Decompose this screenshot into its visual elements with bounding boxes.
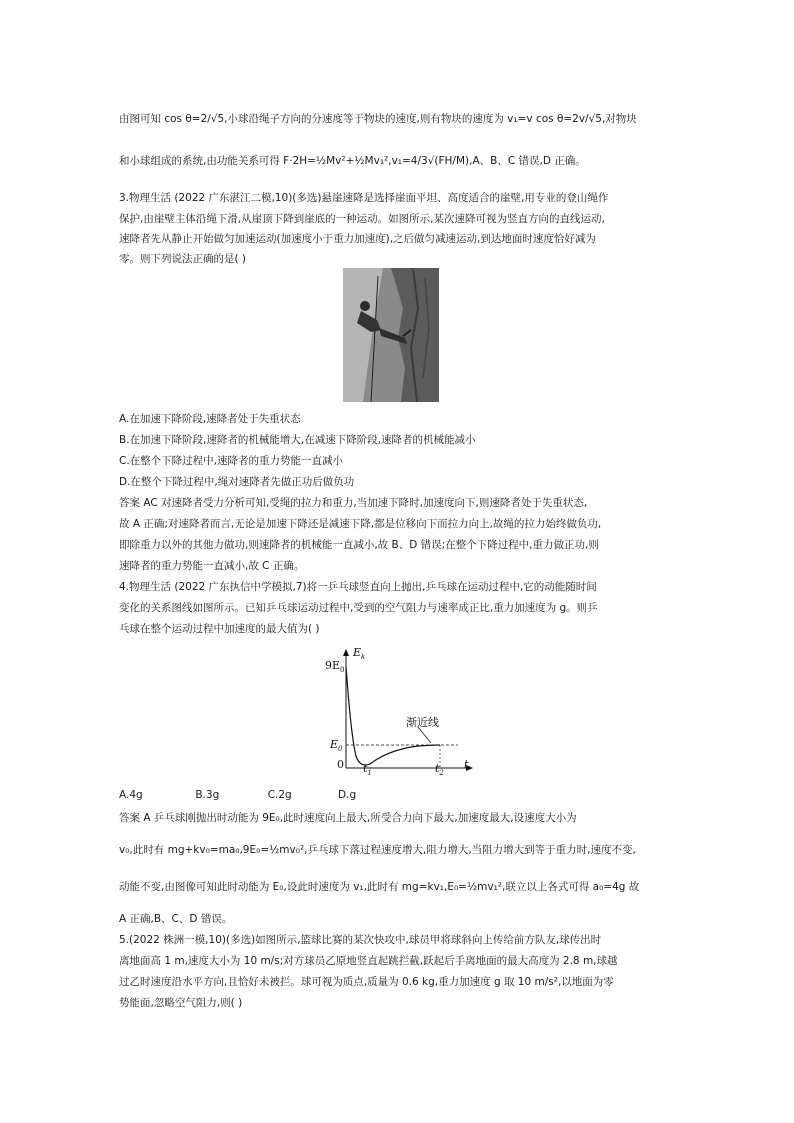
y-tick-low: $E_0$ xyxy=(330,738,343,753)
options-4 xyxy=(119,788,679,802)
problem-5-line-3: 过乙时速度沿水平方向,且恰好未被拦。球可视为质点,质量为 0.6 kg,重力加速度 g 取 10 m/s²,以地面为零 xyxy=(119,976,614,988)
option-4b: B.3g xyxy=(195,789,220,801)
answer-4-line-1: 答案 A 乒乓球刚抛出时动能为 9E₀,此时速度向上最大,所受合力向下最大,加速度最大,设速度大小为 xyxy=(119,812,577,824)
answer-4-line-2: v₀,此时有 mg+kv₀=ma₀,9E₀=½mv₀²,乒乓球下落过程速度增大,阻力增大,当阻力增大到等于重力时,速度不变, xyxy=(119,844,636,856)
answer-3-line-4: 速降者的重力势能一直减小,故 C 正确。 xyxy=(119,560,305,572)
line-1: 由图可知 cos θ=2/√5,小球沿绳子方向的分速度等于物块的速度,则有物块的速度为 v₁=v cos θ=2v/√5,对物块 xyxy=(119,113,637,125)
label-pointer xyxy=(418,727,431,743)
answer-4-line-4: A 正确,B、C、D 错误。 xyxy=(119,913,233,925)
rappelling-photo xyxy=(343,268,439,402)
option-3a: A.在加速下降阶段,速降者处于失重状态 xyxy=(119,413,301,425)
y-tick-top: $9E_0$ xyxy=(325,659,345,674)
option-3b: B.在加速下降阶段,速降者的机械能增大,在减速下降阶段,速降者的机械能减小 xyxy=(119,434,476,446)
option-3d: D.在整个下降过程中,绳对速降者先做正功后做负功 xyxy=(119,476,355,488)
answer-4-line-3: 动能不变,由图像可知此时动能为 E₀,设此时速度为 v₁,此时有 mg=kv₁,E₀=½mv₁²,联立以上各式可得 a₀=4g 故 xyxy=(119,881,640,893)
option-4a: A.4g xyxy=(119,789,143,801)
problem-5-line-2: 离地面高 1 m,速度大小为 10 m/s;对方球员乙原地竖直起跳拦截,跃起后手离地面的最大高度为 2.8 m,球越 xyxy=(119,955,618,967)
problem-4-line-3: 乓球在整个运动过程中加速度的最大值为( ) xyxy=(119,623,320,635)
t1-label: $t_1$ xyxy=(363,762,372,777)
xlabel: t xyxy=(464,758,469,771)
problem-5-line-1: 5.(2022 株洲一模,10)(多选)如图所示,篮球比赛的某次快攻中,球员甲将球斜向上传给前方队友,球传出时 xyxy=(119,934,602,946)
answer-3-line-2: 故 A 正确;对速降者而言,无论是加速下降还是减速下降,都是位移向下而拉力向上,故绳的拉力始终做负功, xyxy=(119,518,602,530)
asymptote-label: 渐近线 xyxy=(406,716,439,729)
answer-3-line-3: 即除重力以外的其他力做功,则速降者的机械能一直减小,故 B、D 错误;在整个下降过程中,重力做正功,则 xyxy=(119,539,599,551)
t2-label: $t_2$ xyxy=(435,762,444,777)
line-2: 和小球组成的系统,由功能关系可得 F·2H=½Mv²+½Mv₁²,v₁=4/3√(FH/M),A、B、C 错误,D 正确。 xyxy=(119,155,586,167)
problem-3-line-3: 速降者先从静止开始做匀加速运动(加速度小于重力加速度),之后做匀减速运动,到达地面时速度恰好减为 xyxy=(119,233,596,245)
problem-4-line-2: 变化的关系图线如图所示。已知乒乓球运动过程中,受到的空气阻力与速率成正比,重力加速度为 g。则乒 xyxy=(119,602,598,614)
kinetic-energy-graph xyxy=(318,646,478,778)
problem-3-line-1: 3.物理生活 (2022 广东湛江二模,10)(多选)悬崖速降是选择崖面平坦、高度适合的崖壁,用专业的登山绳作 xyxy=(119,192,609,204)
option-4c: C.2g xyxy=(267,789,292,801)
problem-5-line-4: 势能面,忽略空气阻力,则( ) xyxy=(119,997,243,1009)
ylabel: $E_k$ xyxy=(353,646,366,661)
answer-3-line-1: 答案 AC 对速降者受力分析可知,受绳的拉力和重力,当加速下降时,加速度向下,则速降者处于失重状态, xyxy=(119,497,588,509)
option-4d: D.g xyxy=(338,789,357,801)
problem-4-line-1: 4.物理生活 (2022 广东执信中学模拟,7)将一乒乓球竖直向上抛出,乒乓球在运动过程中,它的动能随时间 xyxy=(119,581,597,593)
origin-label: 0 xyxy=(337,758,344,771)
problem-3-line-4: 零。则下列说法正确的是( ) xyxy=(119,253,247,265)
problem-3-line-2: 保护,由崖壁主体沿绳下滑,从崖顶下降到崖底的一种运动。如图所示,某次速降可视为竖直方向的直线运动, xyxy=(119,213,605,225)
y-axis-arrow xyxy=(343,649,349,656)
option-3c: C.在整个下降过程中,速降者的重力势能一直减小 xyxy=(119,455,344,467)
